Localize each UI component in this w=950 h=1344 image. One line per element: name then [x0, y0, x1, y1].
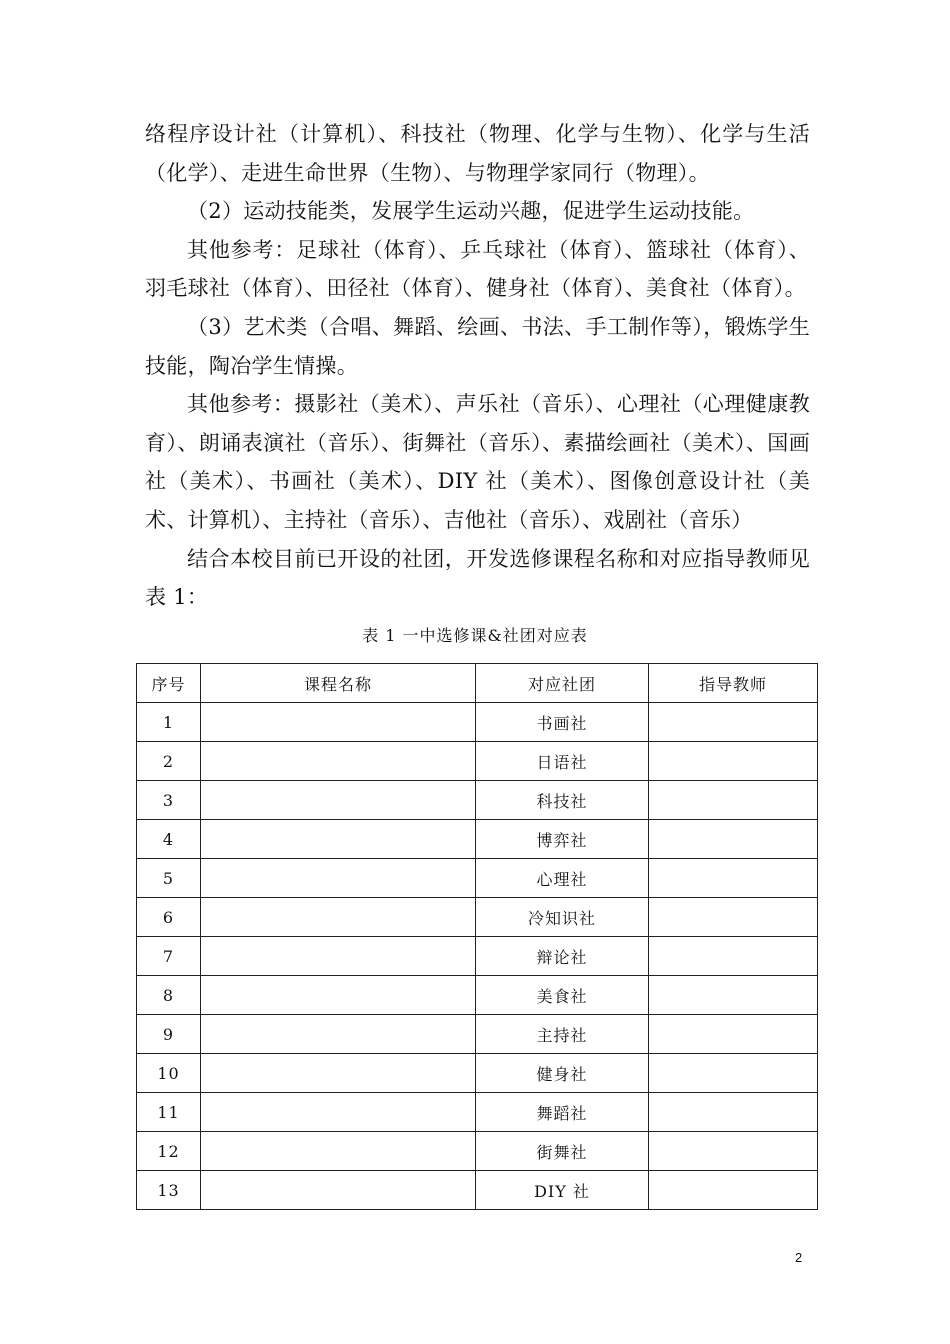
cell-course-name: [201, 742, 476, 781]
cell-teacher: [649, 937, 818, 976]
cell-teacher: [649, 781, 818, 820]
page-number: 2: [795, 1250, 803, 1265]
table-row: [137, 1093, 818, 1132]
cell-number: 2: [137, 742, 201, 781]
cell-club: 主持社: [476, 1015, 649, 1054]
cell-club: 美食社: [476, 976, 649, 1015]
cell-club: 街舞社: [476, 1132, 649, 1171]
cell-teacher: [649, 1015, 818, 1054]
table-row: [137, 1171, 818, 1210]
cell-teacher: [649, 742, 818, 781]
table-row: [137, 937, 818, 976]
cell-teacher: [649, 1132, 818, 1171]
cell-teacher: [649, 820, 818, 859]
cell-teacher: [649, 859, 818, 898]
cell-course-name: [201, 1015, 476, 1054]
cell-club: 心理社: [476, 859, 649, 898]
paragraph-arts-reference: 其他参考：摄影社（美术）、声乐社（音乐）、心理社（心理健康教育）、朗诵表演社（音乐）、街舞社（音乐）、素描绘画社（美术）、国画社（美术）、书画社（美术）、DIY 社（美术）、图像创意设计社（美术、计算机）、主持社（音乐）、吉他社（音乐）、戏剧社（音乐）: [145, 392, 810, 532]
paragraph-arts-category: （3）艺术类（合唱、舞蹈、绘画、书法、手工制作等），锻炼学生技能，陶冶学生情操。: [145, 314, 810, 378]
cell-number: 9: [137, 1015, 201, 1054]
table-caption: 表 1 一中选修课&社团对应表: [362, 626, 588, 645]
cell-number: 6: [137, 898, 201, 937]
cell-teacher: [649, 1171, 818, 1210]
cell-course-name: [201, 859, 476, 898]
cell-number: 10: [137, 1054, 201, 1093]
header-club: 对应社团: [476, 664, 649, 703]
cell-teacher: [649, 898, 818, 937]
cell-number: 4: [137, 820, 201, 859]
cell-club: 舞蹈社: [476, 1093, 649, 1132]
cell-course-name: [201, 781, 476, 820]
body-text: [145, 115, 810, 617]
cell-club: 辩论社: [476, 937, 649, 976]
table-row: [137, 742, 818, 781]
cell-club: 冷知识社: [476, 898, 649, 937]
table-row: [137, 703, 818, 742]
table-row: [137, 859, 818, 898]
cell-teacher: [649, 1054, 818, 1093]
table-row: [137, 1015, 818, 1054]
cell-number: 1: [137, 703, 201, 742]
cell-teacher: [649, 976, 818, 1015]
cell-course-name: [201, 976, 476, 1015]
cell-course-name: [201, 820, 476, 859]
cell-number: 7: [137, 937, 201, 976]
cell-number: 3: [137, 781, 201, 820]
cell-teacher: [649, 1093, 818, 1132]
cell-club: 健身社: [476, 1054, 649, 1093]
cell-club: 书画社: [476, 703, 649, 742]
cell-course-name: [201, 703, 476, 742]
course-club-table: [136, 663, 818, 1210]
table-row: [137, 898, 818, 937]
table-header-row: [137, 664, 818, 703]
header-course-name: 课程名称: [201, 664, 476, 703]
cell-number: 12: [137, 1132, 201, 1171]
cell-club: 博弈社: [476, 820, 649, 859]
cell-course-name: [201, 1132, 476, 1171]
cell-course-name: [201, 1171, 476, 1210]
header-number: 序号: [137, 664, 201, 703]
table-row: [137, 1132, 818, 1171]
cell-number: 13: [137, 1171, 201, 1210]
paragraph-sports-reference: 其他参考：足球社（体育）、乒乓球社（体育）、篮球社（体育）、羽毛球社（体育）、田径社（体育）、健身社（体育）、美食社（体育）。: [145, 237, 810, 301]
cell-club: 科技社: [476, 781, 649, 820]
table-row: [137, 976, 818, 1015]
cell-course-name: [201, 898, 476, 937]
cell-club: DIY 社: [476, 1171, 649, 1210]
cell-number: 8: [137, 976, 201, 1015]
table-row: [137, 1054, 818, 1093]
table-row: [137, 781, 818, 820]
table-row: [137, 820, 818, 859]
cell-number: 11: [137, 1093, 201, 1132]
header-teacher: 指导教师: [649, 664, 818, 703]
cell-teacher: [649, 703, 818, 742]
paragraph-table-intro: 结合本校目前已开设的社团，开发选修课程名称和对应指导教师见表 1：: [145, 546, 810, 610]
cell-course-name: [201, 1093, 476, 1132]
paragraph-sports-category: （2）运动技能类，发展学生运动兴趣，促进学生运动技能。: [187, 199, 755, 224]
paragraph-science-clubs: 络程序设计社（计算机）、科技社（物理、化学与生物）、化学与生活（化学）、走进生命世界（生物）、与物理学家同行（物理）。: [145, 122, 810, 185]
cell-club: 日语社: [476, 742, 649, 781]
cell-number: 5: [137, 859, 201, 898]
cell-course-name: [201, 937, 476, 976]
cell-course-name: [201, 1054, 476, 1093]
